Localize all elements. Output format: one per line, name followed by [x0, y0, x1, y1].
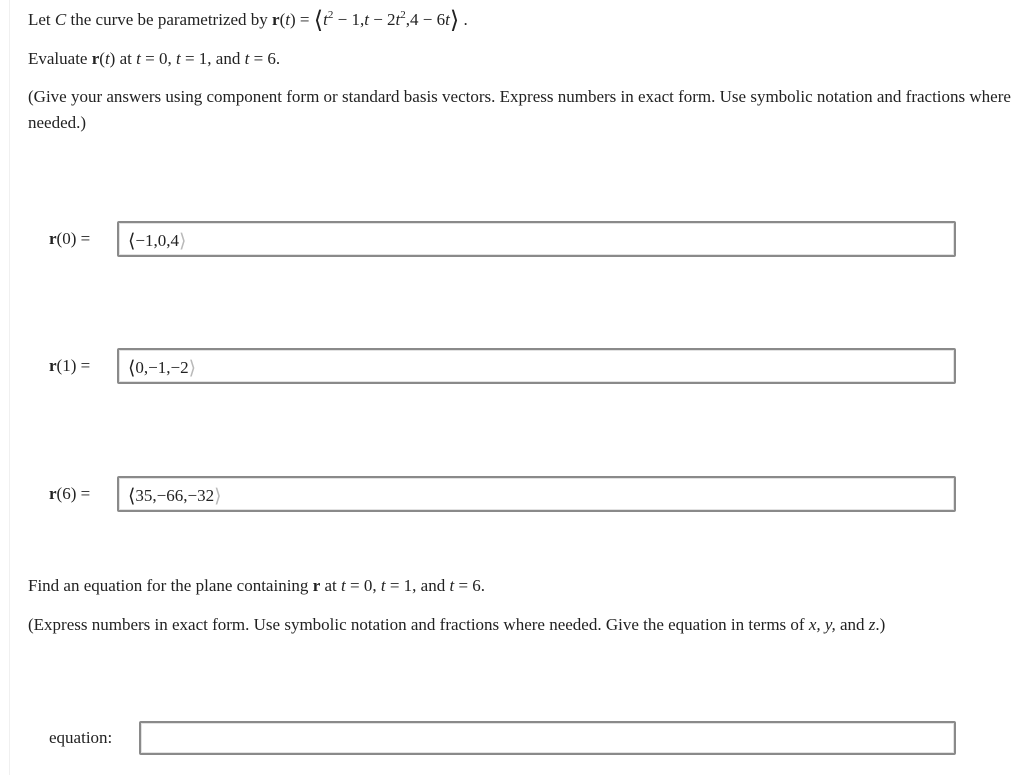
equation-input[interactable] [139, 721, 956, 755]
instructions-plane: (Express numbers in exact form. Use symbolic notation and fractions where needed. Give the equation in terms of x, y, and z.) [28, 615, 886, 634]
answer-input-r0[interactable] [117, 221, 956, 257]
equation-label: equation: [49, 728, 113, 747]
answer-value-r6: ⟨35,−66,−32⟩ [128, 486, 222, 507]
answer-value-r1: ⟨0,−1,−2⟩ [128, 358, 197, 379]
answer-label-r0: r(0) = [49, 229, 91, 248]
answer-input-r6[interactable] [117, 476, 956, 512]
problem-statement: Let C the curve be parametrized by $r(t) = ⟨t^2 - 1,t - 2t^2,4$ − 6t⟩ . [28, 8, 468, 34]
left-border [0, 0, 10, 775]
instructions-vectors: (Give your answers using component form or standard basis vectors. Express numbers in exact form. Use symbolic notation and fractions where needed.) [28, 87, 1011, 132]
answer-label-r6: r(6) = [49, 484, 91, 503]
answer-input-r1[interactable] [117, 348, 956, 384]
plane-prompt: Find an equation for the plane containing r at t = 0, t = 1, and t = 6. [28, 576, 486, 595]
evaluate-prompt: Evaluate r(t) at t = 0, t = 1, and t = 6. [28, 49, 281, 68]
answer-label-r1: r(1) = [49, 356, 91, 375]
answer-value-r0: ⟨−1,0,4⟩ [128, 231, 187, 252]
